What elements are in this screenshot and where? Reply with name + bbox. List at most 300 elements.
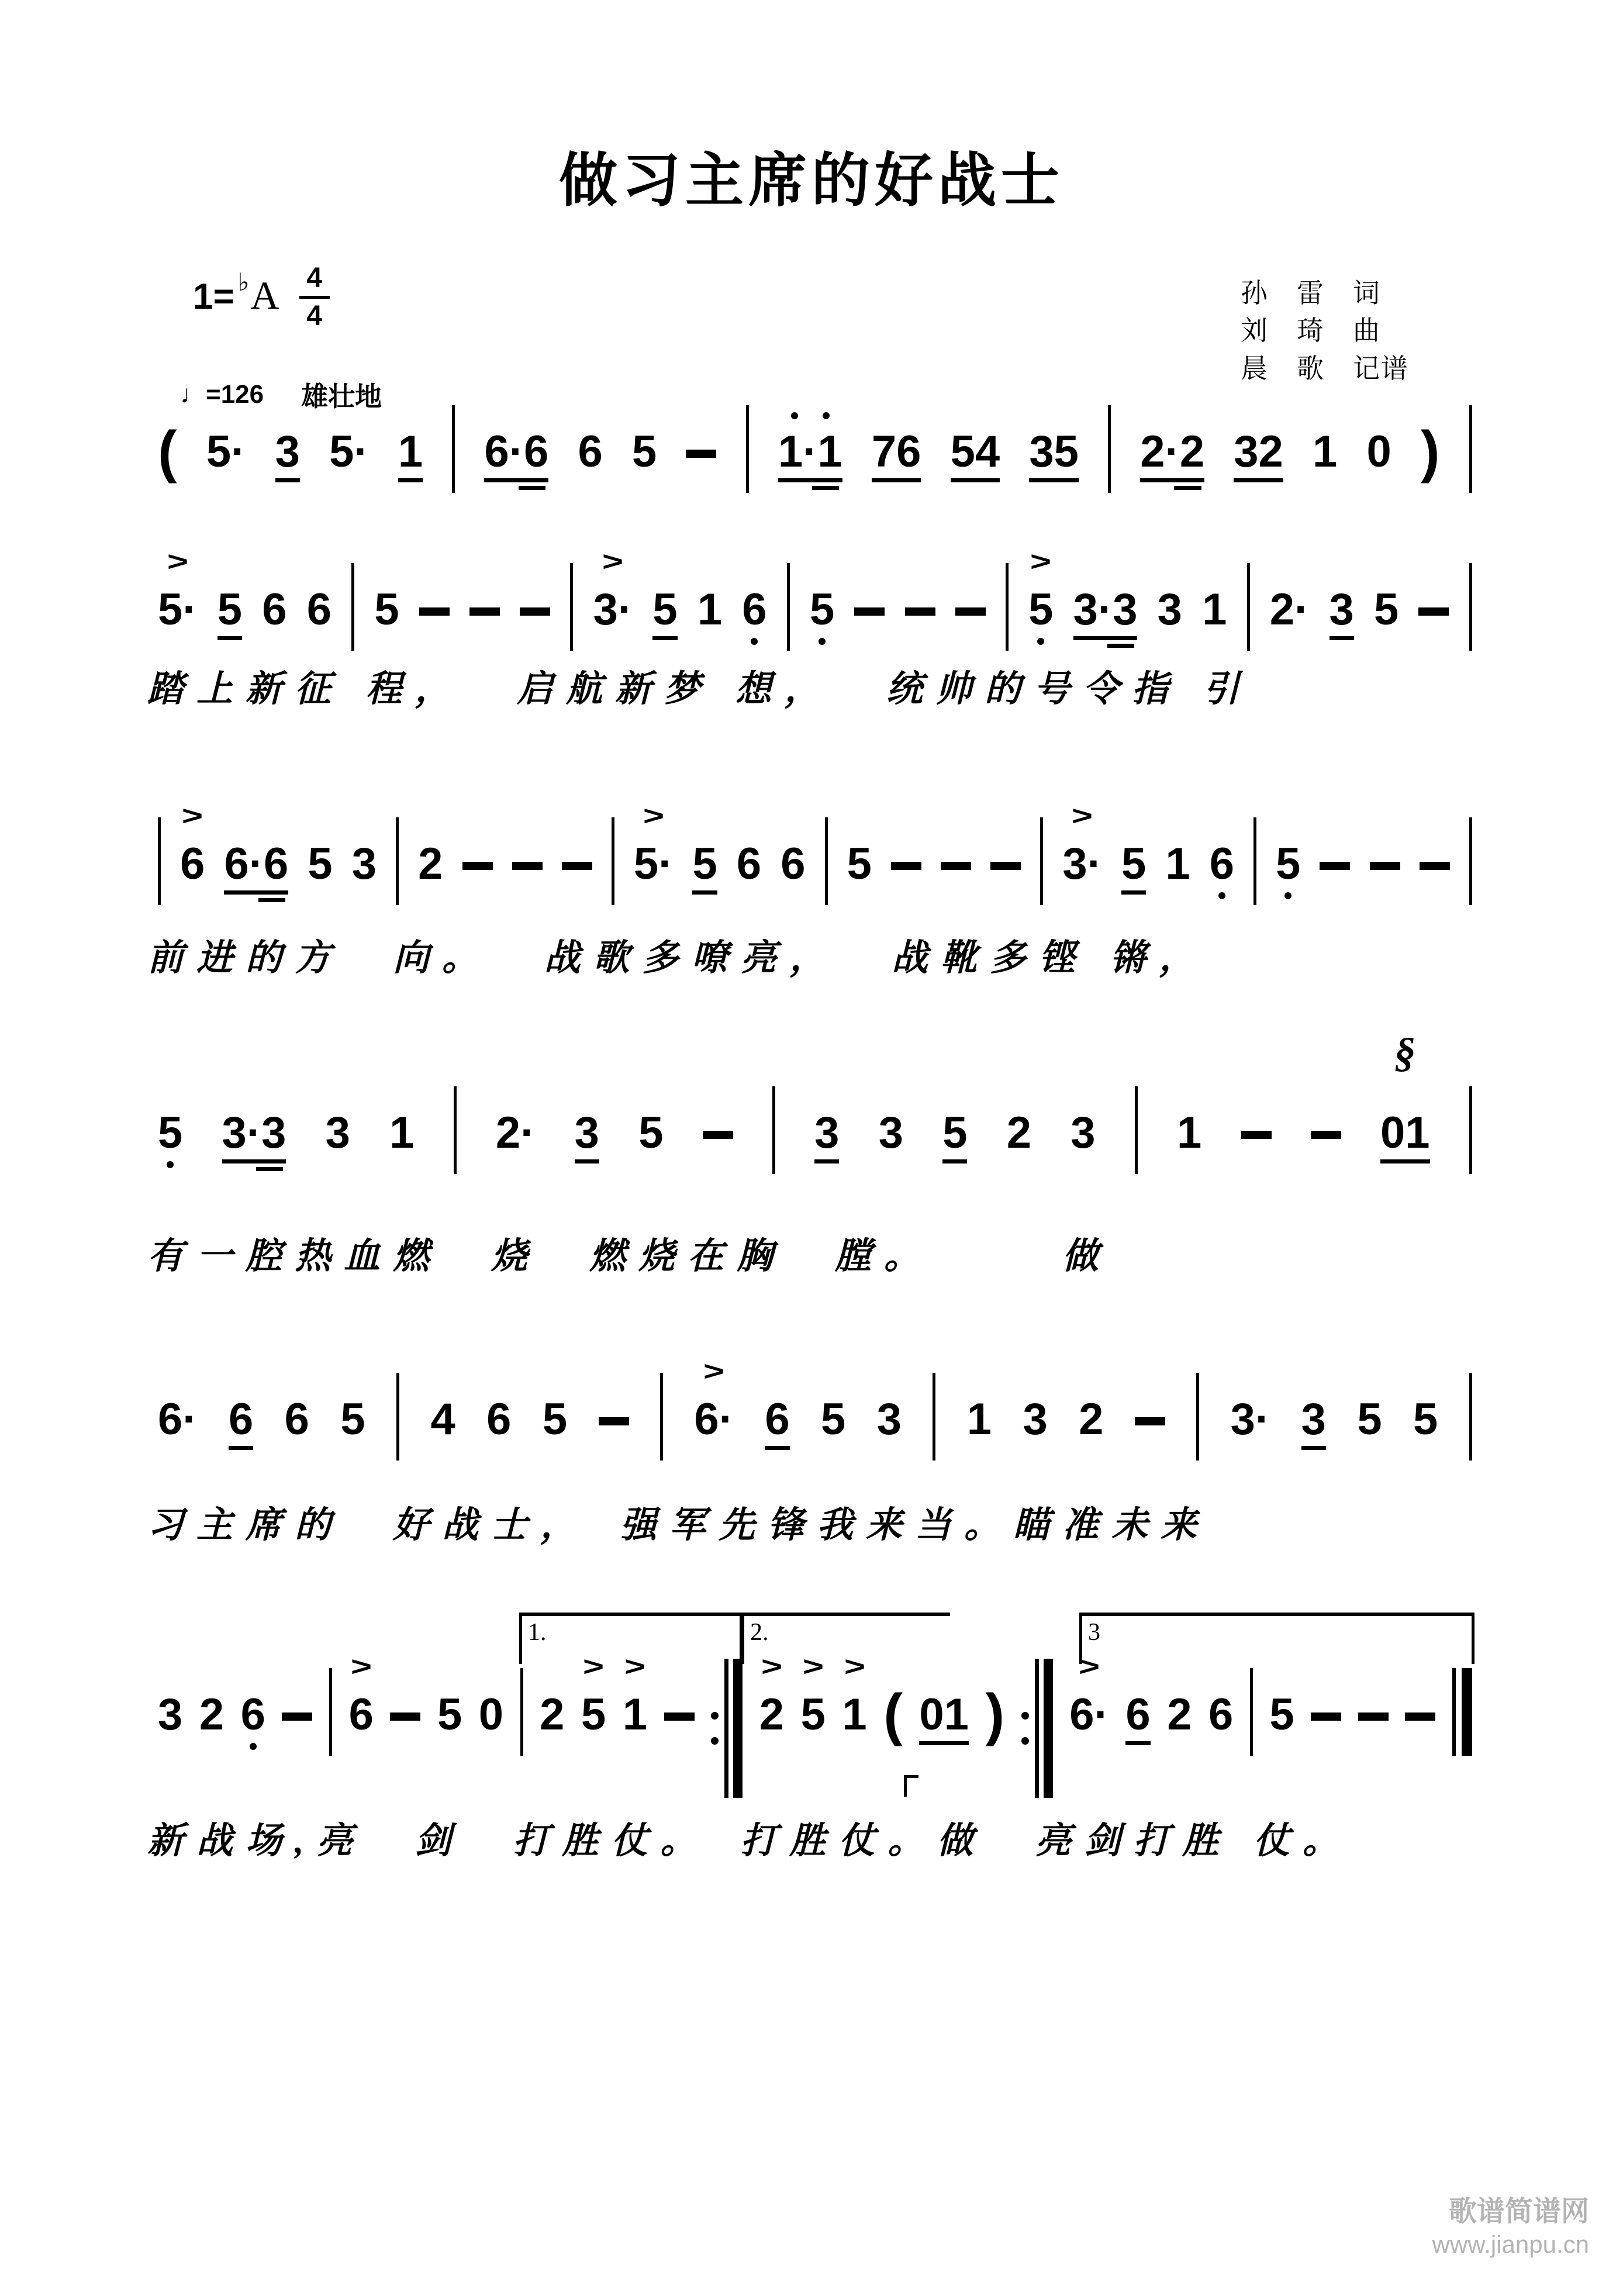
note-text: 3·	[1062, 839, 1102, 889]
music-line-2	[158, 546, 1472, 651]
note-text: 6	[1125, 1690, 1151, 1739]
note	[206, 427, 246, 477]
duration-dash	[1311, 1712, 1341, 1721]
barline	[1250, 1668, 1253, 1756]
note-text: 6	[284, 1394, 309, 1444]
note-text: 6	[765, 1394, 790, 1444]
note	[374, 585, 399, 634]
note	[842, 1651, 867, 1739]
note-text: 3	[876, 1394, 902, 1444]
note-text: 2	[1079, 1394, 1104, 1444]
note-text: 1	[842, 1690, 867, 1739]
note	[224, 839, 289, 902]
note-text: 1	[622, 1690, 648, 1739]
barline	[612, 817, 614, 905]
duration-dash	[1418, 607, 1449, 616]
note-text: 3·3	[1073, 585, 1138, 634]
note-text: 5	[308, 839, 333, 889]
barline	[329, 1668, 332, 1756]
accent-mark: >	[1030, 546, 1052, 576]
note	[540, 1690, 565, 1739]
duration-dash	[664, 1712, 695, 1721]
duration-dash	[1420, 862, 1450, 870]
duration-dash	[1241, 1131, 1272, 1139]
note-text: 5	[1276, 839, 1301, 889]
volta-bracket-2	[741, 1613, 950, 1664]
note-text: 2	[199, 1690, 225, 1739]
note	[240, 1690, 265, 1750]
beam-underline	[484, 478, 548, 482]
barline	[660, 1373, 663, 1461]
note-text: 35	[1029, 427, 1079, 477]
duration-dash	[990, 862, 1021, 870]
note-text: 01	[1380, 1108, 1430, 1158]
accent-mark: >	[844, 1651, 865, 1682]
note	[217, 585, 243, 640]
music-line-4	[158, 1029, 1472, 1174]
beam-underline	[692, 890, 717, 895]
note-text: 1	[398, 427, 423, 477]
note-text: 32	[1234, 427, 1283, 477]
beam-underline	[942, 1159, 967, 1163]
note-text: 6	[1209, 839, 1234, 889]
accent-mark: >	[1071, 800, 1093, 831]
note	[871, 427, 921, 482]
barline	[772, 1086, 775, 1174]
barline	[570, 563, 573, 651]
note	[1366, 427, 1391, 477]
duration-dash	[1311, 1131, 1341, 1139]
beam-underline	[1330, 636, 1354, 640]
time-lower: 4	[306, 301, 322, 332]
note	[1073, 585, 1138, 648]
note-text: 3·3	[222, 1108, 286, 1158]
note-text: 76	[871, 427, 921, 477]
note	[1165, 839, 1190, 889]
note-text: 3	[1023, 1394, 1048, 1444]
note	[809, 585, 835, 645]
note-text: 5	[692, 839, 717, 889]
key-signature	[193, 264, 330, 330]
duration-dash	[1405, 1712, 1435, 1721]
accent-mark: >	[350, 1651, 372, 1682]
note-text: 6·	[158, 1394, 198, 1444]
duration-dash	[469, 607, 500, 616]
credit-transcriber: 晨 歌 记谱	[1241, 353, 1409, 384]
duration-dash	[1358, 1712, 1389, 1721]
beam-underline	[1140, 478, 1204, 482]
repeat-dot	[1021, 1712, 1029, 1720]
barline	[1006, 563, 1009, 651]
duration-dash	[703, 1131, 733, 1139]
note	[1029, 427, 1079, 482]
beam-underline	[951, 478, 1000, 482]
final-barline	[1452, 1668, 1472, 1756]
octave-dot-below	[250, 1743, 257, 1750]
duration-dash	[419, 607, 450, 616]
note	[966, 1394, 992, 1444]
note-text: 6	[306, 585, 331, 634]
expression-mark: 雄壮地	[301, 381, 382, 412]
lyrics-line-1: 踏上新征 程， 启航新梦 想， 统帅的号令指 引	[147, 669, 1252, 709]
credit-lyricist: 孙 雷 词	[1241, 278, 1381, 308]
time-upper: 4	[306, 263, 322, 294]
beam-underline	[765, 1446, 789, 1450]
duration-dash	[599, 1417, 629, 1425]
note-text: 2	[759, 1690, 785, 1739]
beam-underline	[229, 1446, 253, 1450]
note	[1028, 546, 1054, 645]
note	[158, 546, 198, 634]
note	[158, 1690, 183, 1739]
accent-mark: >	[602, 546, 624, 576]
note-text: 1·1	[778, 427, 842, 477]
note	[1276, 839, 1301, 899]
lyrics-line-3: 有一腔热血燃 烧 燃烧在胸 膛。 做	[147, 1237, 1112, 1276]
accent-mark: >	[643, 800, 664, 831]
watermark-url: www.jianpu.cn	[1432, 2230, 1589, 2258]
duration-dash	[955, 607, 986, 616]
fraction-bar	[299, 296, 330, 299]
beam-underline	[1301, 1446, 1326, 1450]
note-text: 3	[1157, 585, 1182, 634]
beam-underline	[1380, 1159, 1430, 1163]
note	[1230, 1394, 1270, 1444]
note-text: 5	[847, 839, 872, 889]
watermark-site-name: 歌谱简谱网	[1448, 2195, 1589, 2227]
note	[1269, 1690, 1294, 1739]
barline	[520, 1668, 523, 1756]
note-text: 5	[652, 585, 678, 634]
note	[340, 1394, 365, 1444]
note	[1374, 585, 1399, 634]
repeat-dot	[1021, 1737, 1029, 1745]
octave-dot-below	[1284, 892, 1292, 899]
note-text: 6	[781, 839, 806, 889]
barline	[1196, 1373, 1199, 1461]
note	[1208, 1690, 1234, 1739]
note-text: 3	[158, 1690, 183, 1739]
note	[778, 427, 842, 490]
barline-thin	[1452, 1668, 1456, 1756]
note	[1269, 585, 1310, 634]
duration-dash	[1370, 862, 1400, 870]
note	[1140, 427, 1205, 490]
beam-underline-extra	[812, 486, 839, 490]
barline-thick	[1462, 1668, 1472, 1756]
note	[633, 800, 674, 889]
lyrics-line-5: 新战场,亮 剑 打胜仗。 打胜仗。做 亮剑打胜 仗。	[147, 1821, 1352, 1861]
barline	[787, 563, 790, 651]
barline	[1469, 1086, 1472, 1174]
barline	[933, 1373, 935, 1461]
note	[1234, 427, 1283, 482]
note	[697, 585, 723, 634]
note	[574, 1108, 599, 1163]
repeat-dots	[1021, 1712, 1029, 1745]
beam-underline	[217, 636, 242, 640]
volta-label-3: 3	[1088, 1619, 1100, 1646]
note-text: 5·	[158, 585, 198, 634]
note-text: 2	[1167, 1690, 1192, 1739]
note	[430, 1394, 455, 1444]
note	[1413, 1394, 1438, 1444]
note-text: 5	[340, 1394, 365, 1444]
note-text: 4	[430, 1394, 455, 1444]
note	[158, 1108, 183, 1168]
barline	[396, 1373, 399, 1461]
beam-underline	[778, 478, 842, 482]
note-text: 3	[574, 1108, 599, 1158]
note-text: 5	[1121, 839, 1147, 889]
note-text: 3·	[1230, 1394, 1270, 1444]
note-text: 5	[1374, 585, 1399, 634]
barline	[1469, 817, 1472, 905]
note-text: 01	[919, 1690, 969, 1739]
note	[652, 585, 678, 640]
repeat-dot	[711, 1737, 719, 1745]
barline	[158, 817, 161, 905]
lyrics-line-2: 前进的方 向。 战歌多嘹亮， 战靴多铿 锵，	[147, 938, 1208, 978]
note	[262, 585, 287, 634]
note	[486, 1394, 512, 1444]
barline	[1040, 817, 1043, 905]
volta-label-2: 2.	[750, 1619, 769, 1646]
note	[351, 839, 377, 889]
note-text: 5	[638, 1108, 664, 1158]
beam-underline	[222, 1159, 286, 1163]
note-text: 5	[1028, 585, 1054, 634]
lyrics-line-4: 习主席的 好战士， 强军先锋我来当。瞄准未来	[147, 1506, 1210, 1545]
accent-mark: >	[802, 1651, 824, 1682]
beam-underline	[1125, 1741, 1150, 1745]
key-prefix: 1=	[193, 277, 234, 317]
repeat-end-barline	[1021, 1659, 1053, 1798]
note-text: 5	[800, 1690, 826, 1739]
note-text: 3	[1301, 1394, 1326, 1444]
barline	[351, 563, 354, 651]
note-text: 5	[942, 1108, 968, 1158]
note-text: 6	[736, 839, 762, 889]
note	[1357, 1394, 1382, 1444]
volta-bracket-3	[1079, 1613, 1474, 1664]
barline	[1469, 405, 1472, 493]
note	[581, 1651, 606, 1739]
note-text: 3	[351, 839, 377, 889]
note-text: 6·6	[484, 427, 549, 477]
note	[814, 1108, 840, 1163]
repeat-dot	[711, 1712, 719, 1720]
note-text: 6	[240, 1690, 265, 1739]
credit-composer: 刘 琦 曲	[1241, 316, 1381, 346]
note	[622, 1651, 648, 1739]
duration-dash	[1135, 1417, 1165, 1425]
note	[759, 1651, 785, 1739]
note	[158, 1394, 198, 1444]
note	[593, 546, 633, 634]
note-text: 5	[1357, 1394, 1382, 1444]
octave-dots-above	[791, 412, 830, 419]
note	[1023, 1394, 1048, 1444]
duration-dash	[854, 607, 885, 616]
note-text: 1	[1202, 585, 1227, 634]
accent-mark: >	[167, 546, 188, 576]
note	[228, 1394, 254, 1450]
note-text: 0	[478, 1690, 504, 1739]
note-text: 6·	[694, 1394, 734, 1444]
key-text	[193, 268, 279, 319]
note	[1380, 1029, 1430, 1163]
note	[308, 839, 333, 889]
note	[1157, 585, 1182, 634]
note-text: 2·2	[1140, 427, 1205, 477]
note-text: 2	[1006, 1108, 1031, 1158]
note-text: 2	[540, 1690, 565, 1739]
duration-dash	[512, 862, 543, 870]
note	[478, 1690, 504, 1739]
note	[275, 427, 300, 482]
note-text: 1	[1313, 427, 1338, 477]
beam-underline	[275, 478, 300, 482]
note	[821, 1394, 846, 1444]
music-line-intro	[158, 419, 1472, 493]
note	[800, 1651, 826, 1739]
note	[1069, 1651, 1109, 1739]
note-text: 6	[578, 427, 603, 477]
accent-mark: >	[1078, 1651, 1100, 1682]
note	[950, 427, 1000, 482]
note-text: 5	[437, 1690, 462, 1739]
octave-dot-below	[819, 638, 826, 645]
duration-dash	[941, 862, 971, 870]
song-title: 做习主席的好战士	[559, 148, 1064, 213]
note	[495, 1108, 536, 1158]
duration-dash	[562, 862, 592, 870]
parenthesis: )	[1420, 419, 1440, 484]
barline	[396, 817, 399, 905]
accent-mark: >	[624, 1651, 646, 1682]
octave-dot-below	[167, 1161, 174, 1168]
note	[1301, 1394, 1326, 1450]
barline-thick	[1044, 1659, 1053, 1798]
note-text: 1	[1165, 839, 1190, 889]
note	[736, 839, 762, 889]
note	[1176, 1108, 1202, 1158]
note-text: 5	[821, 1394, 846, 1444]
note	[348, 1651, 374, 1739]
barline	[1108, 405, 1111, 493]
note	[631, 427, 657, 477]
note-text: 2	[418, 839, 443, 889]
key-letter: A	[250, 273, 279, 317]
beam-underline	[1029, 478, 1079, 482]
flat-icon: ♭	[237, 268, 250, 296]
note-text: 5	[809, 585, 835, 634]
barline	[825, 817, 828, 905]
accent-mark: >	[761, 1651, 783, 1682]
note	[1167, 1690, 1192, 1739]
note	[1125, 1690, 1151, 1745]
note-text: 5	[158, 1108, 183, 1158]
note-text: 6	[180, 839, 205, 889]
duration-dash	[891, 862, 921, 870]
barline-thin	[724, 1659, 728, 1798]
note	[306, 585, 331, 634]
tempo-mark: ♩=126	[180, 380, 264, 409]
note-text: 3·	[593, 585, 633, 634]
parenthesis: (	[158, 419, 177, 484]
barline	[1469, 1373, 1472, 1461]
tempo-row	[180, 375, 382, 414]
note	[389, 1108, 415, 1158]
duration-dash	[282, 1712, 312, 1721]
note-text: 6	[486, 1394, 512, 1444]
time-signature	[299, 264, 330, 330]
credits	[1241, 275, 1409, 388]
note	[1329, 585, 1354, 640]
note	[876, 1394, 902, 1444]
note	[765, 1394, 790, 1450]
music-line-6	[158, 1651, 1472, 1798]
octave-dot-below	[1218, 892, 1225, 899]
note-text: 5	[1413, 1394, 1438, 1444]
duration-dash	[905, 607, 935, 616]
beam-underline-extra	[519, 486, 545, 490]
volta-label-1: 1.	[528, 1619, 547, 1646]
duration-dash	[1320, 862, 1350, 870]
note-text: 6	[228, 1394, 254, 1444]
note-text: 3	[325, 1108, 350, 1158]
note-text: 5	[581, 1690, 606, 1739]
beam-underline	[814, 1159, 839, 1163]
octave-dot-below	[751, 638, 758, 645]
barline	[1135, 1086, 1138, 1174]
music-line-5	[158, 1356, 1472, 1461]
duration-dash	[390, 1712, 420, 1721]
octave-dot-above	[791, 412, 798, 419]
note	[1062, 800, 1102, 889]
music-line-3	[158, 800, 1472, 905]
beam-underline	[1073, 636, 1138, 640]
note	[1313, 427, 1338, 477]
note	[284, 1394, 309, 1444]
note	[742, 585, 767, 645]
note	[398, 427, 423, 482]
note-text: 6	[742, 585, 767, 634]
barline	[1253, 817, 1256, 905]
note-text: 1	[697, 585, 723, 634]
duration-dash	[520, 607, 550, 616]
note-text: 3	[814, 1108, 840, 1158]
note	[638, 1108, 664, 1158]
beam-underline	[652, 636, 677, 640]
parenthesis: )	[985, 1682, 1005, 1746]
barline	[452, 405, 455, 493]
note-text: 5·	[329, 427, 369, 477]
note-text: 1	[1176, 1108, 1202, 1158]
note-text: 2·	[495, 1108, 536, 1158]
note-text: 5	[631, 427, 657, 477]
note	[1006, 1108, 1031, 1158]
barline	[1469, 563, 1472, 651]
note-text: 3	[878, 1108, 903, 1158]
note	[180, 800, 205, 889]
note-text: 6·6	[224, 839, 289, 889]
note	[222, 1108, 286, 1171]
note	[1121, 839, 1147, 895]
note-text: 6·	[1069, 1690, 1109, 1739]
note	[437, 1690, 462, 1739]
